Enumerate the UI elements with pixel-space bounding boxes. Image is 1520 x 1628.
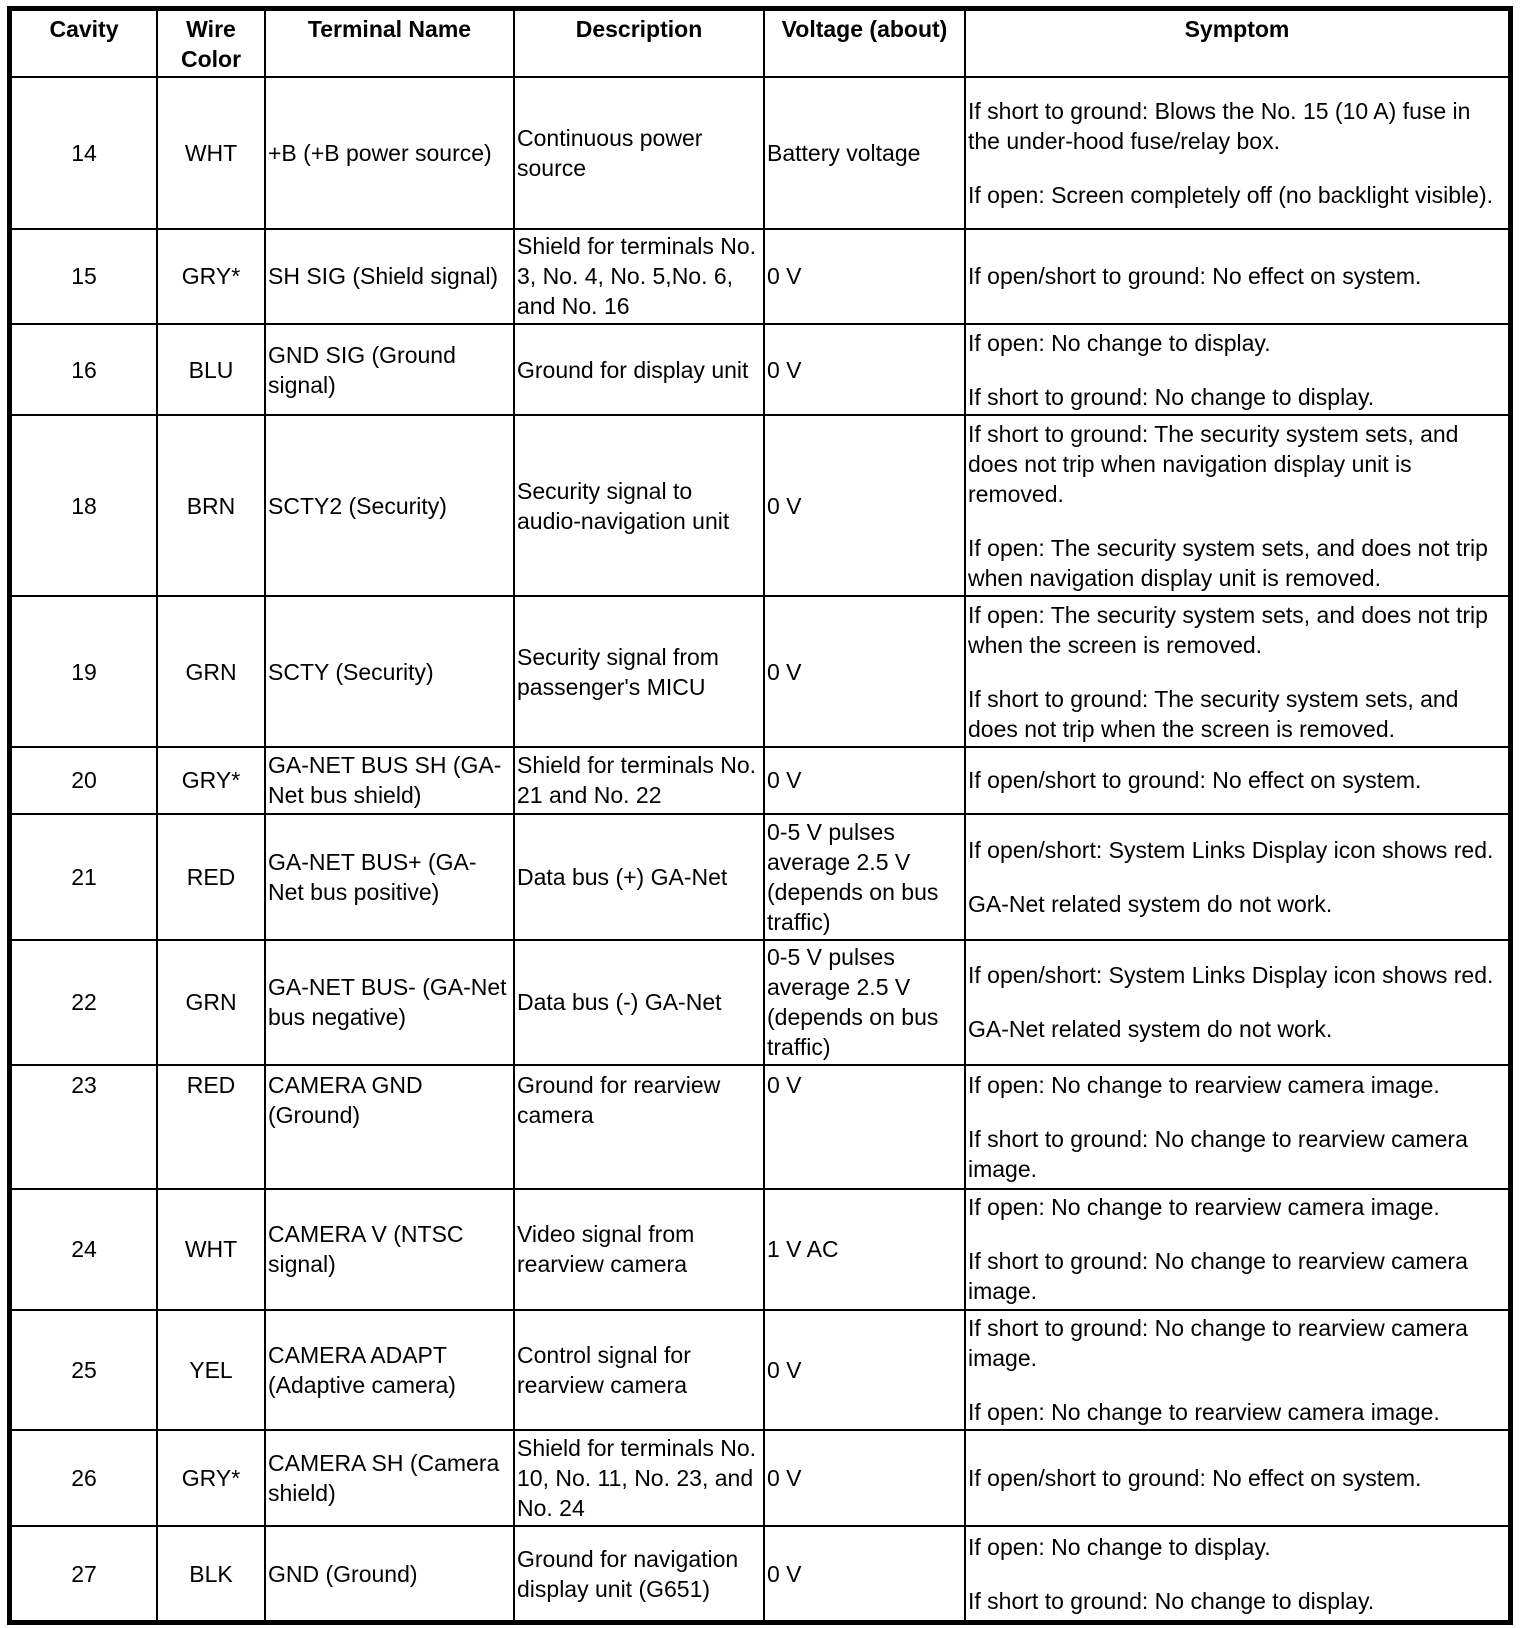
symptom-text: If short to ground: Blows the No. 15 (10 A) fuse in the under-hood fuse/relay box.: [968, 97, 1471, 154]
voltage-cell: 0 V: [764, 1310, 965, 1431]
voltage-cell: 0 V: [764, 596, 965, 746]
symptom-text: If open: Screen completely off (no backlight visible).: [968, 181, 1494, 208]
table-body: [11, 77, 1509, 1621]
terminal-name-cell: SCTY (Security): [265, 596, 514, 746]
voltage-cell: 0 V: [764, 1526, 965, 1621]
description-cell: Continuous power source: [514, 77, 764, 229]
symptom-cell: [965, 1065, 1509, 1189]
symptom-cell: [965, 1189, 1509, 1310]
symptom-text: If short to ground: No change to rearview camera image.: [968, 1314, 1468, 1371]
voltage-cell: Battery voltage: [764, 77, 965, 229]
symptom-text: If open/short: System Links Display icon shows red.: [968, 962, 1494, 989]
table-row: [11, 77, 1509, 229]
cavity-cell: 21: [11, 814, 157, 940]
symptom-text: If open: No change to rearview camera image.: [968, 1398, 1440, 1425]
terminal-name-cell: GND (Ground): [265, 1526, 514, 1621]
symptom-cell: [965, 77, 1509, 229]
wire-color-cell: GRN: [157, 940, 265, 1066]
symptom-cell: [965, 940, 1509, 1066]
symptom-text: If short to ground: No change to display.: [968, 383, 1375, 410]
terminal-name-cell: SH SIG (Shield signal): [265, 229, 514, 325]
table-row: [11, 415, 1509, 596]
symptom-cell: [965, 229, 1509, 325]
description-cell: Ground for display unit: [514, 324, 764, 415]
terminal-name-cell: CAMERA GND (Ground): [265, 1065, 514, 1189]
terminal-name-cell: GND SIG (Ground signal): [265, 324, 514, 415]
cavity-cell: 14: [11, 77, 157, 229]
terminal-name-cell: GA-NET BUS+ (GA-Net bus positive): [265, 814, 514, 940]
symptom-cell: [965, 1310, 1509, 1431]
symptom-text: If short to ground: The security system sets, and does not trip when the screen is removed.: [968, 685, 1459, 742]
symptom-cell: [965, 747, 1509, 814]
voltage-cell: 0 V: [764, 1430, 965, 1526]
symptom-cell: [965, 596, 1509, 746]
symptom-cell: [965, 415, 1509, 596]
header-symptom: Symptom: [965, 10, 1509, 77]
symptom-text: If open: No change to rearview camera image.: [968, 1072, 1440, 1099]
wire-color-cell: BLU: [157, 324, 265, 415]
symptom-text: If short to ground: No change to rearview camera image.: [968, 1248, 1468, 1305]
cavity-cell: 15: [11, 229, 157, 325]
description-cell: Data bus (+) GA-Net: [514, 814, 764, 940]
terminal-table: [10, 9, 1510, 1622]
cavity-cell: 25: [11, 1310, 157, 1431]
cavity-cell: 27: [11, 1526, 157, 1621]
table-row: [11, 324, 1509, 415]
symptom-text: If open: The security system sets, and does not trip when navigation display unit is removed.: [968, 534, 1488, 591]
wire-color-cell: GRY*: [157, 747, 265, 814]
terminal-name-cell: GA-NET BUS SH (GA-Net bus shield): [265, 747, 514, 814]
header-description: Description: [514, 10, 764, 77]
terminal-name-cell: GA-NET BUS- (GA-Net bus negative): [265, 940, 514, 1066]
table-row: [11, 1065, 1509, 1189]
description-cell: Video signal from rearview camera: [514, 1189, 764, 1310]
cavity-cell: 24: [11, 1189, 157, 1310]
description-cell: Shield for terminals No. 3, No. 4, No. 5,No. 6, and No. 16: [514, 229, 764, 325]
description-cell: Ground for rearview camera: [514, 1065, 764, 1189]
header-row: [11, 10, 1509, 77]
cavity-cell: 16: [11, 324, 157, 415]
table-row: [11, 229, 1509, 325]
wire-color-cell: BLK: [157, 1526, 265, 1621]
symptom-text: If short to ground: No change to rearview camera image.: [968, 1126, 1468, 1183]
symptom-cell: [965, 1526, 1509, 1621]
table-row: [11, 1526, 1509, 1621]
wire-color-cell: WHT: [157, 77, 265, 229]
table-row: [11, 814, 1509, 940]
terminal-name-cell: SCTY2 (Security): [265, 415, 514, 596]
symptom-text: If short to ground: No change to display.: [968, 1587, 1375, 1614]
symptom-text: If open: No change to display.: [968, 1533, 1271, 1560]
symptom-text: GA-Net related system do not work.: [968, 890, 1333, 917]
voltage-cell: 0 V: [764, 747, 965, 814]
symptom-text: GA-Net related system do not work.: [968, 1016, 1333, 1043]
wire-color-cell: GRN: [157, 596, 265, 746]
table-row: [11, 1189, 1509, 1310]
voltage-cell: 0-5 V pulses average 2.5 V (depends on bus traffic): [764, 814, 965, 940]
connector-terminal-table: [7, 6, 1513, 1625]
wire-color-cell: GRY*: [157, 1430, 265, 1526]
voltage-cell: 0 V: [764, 324, 965, 415]
header-wire-color: Wire Color: [157, 10, 265, 77]
symptom-text: If open: No change to display.: [968, 329, 1271, 356]
voltage-cell: 0 V: [764, 415, 965, 596]
voltage-cell: 0 V: [764, 229, 965, 325]
symptom-text: If open: The security system sets, and does not trip when the screen is removed.: [968, 601, 1488, 658]
terminal-name-cell: CAMERA V (NTSC signal): [265, 1189, 514, 1310]
cavity-cell: 19: [11, 596, 157, 746]
cavity-cell: 20: [11, 747, 157, 814]
table-row: [11, 1310, 1509, 1431]
wire-color-cell: WHT: [157, 1189, 265, 1310]
header-cavity: Cavity: [11, 10, 157, 77]
symptom-text: If open/short: System Links Display icon shows red.: [968, 836, 1494, 863]
terminal-name-cell: +B (+B power source): [265, 77, 514, 229]
description-cell: Shield for terminals No. 10, No. 11, No. 23, and No. 24: [514, 1430, 764, 1526]
header-terminal-name: Terminal Name: [265, 10, 514, 77]
cavity-cell: 22: [11, 940, 157, 1066]
table-row: [11, 596, 1509, 746]
wire-color-cell: BRN: [157, 415, 265, 596]
symptom-cell: [965, 324, 1509, 415]
terminal-name-cell: CAMERA ADAPT (Adaptive camera): [265, 1310, 514, 1431]
wire-color-cell: GRY*: [157, 229, 265, 325]
symptom-text: If open/short to ground: No effect on system.: [968, 263, 1422, 290]
symptom-text: If open/short to ground: No effect on system.: [968, 767, 1422, 794]
cavity-cell: 23: [11, 1065, 157, 1189]
wire-color-cell: RED: [157, 1065, 265, 1189]
symptom-text: If short to ground: The security system sets, and does not trip when navigation display unit is removed.: [968, 420, 1459, 507]
table-row: [11, 1430, 1509, 1526]
description-cell: Security signal to audio-navigation unit: [514, 415, 764, 596]
table-row: [11, 940, 1509, 1066]
description-cell: Control signal for rearview camera: [514, 1310, 764, 1431]
description-cell: Data bus (-) GA-Net: [514, 940, 764, 1066]
terminal-name-cell: CAMERA SH (Camera shield): [265, 1430, 514, 1526]
description-cell: Security signal from passenger's MICU: [514, 596, 764, 746]
description-cell: Shield for terminals No. 21 and No. 22: [514, 747, 764, 814]
description-cell: Ground for navigation display unit (G651): [514, 1526, 764, 1621]
cavity-cell: 18: [11, 415, 157, 596]
symptom-text: If open/short to ground: No effect on system.: [968, 1465, 1422, 1492]
symptom-cell: [965, 814, 1509, 940]
cavity-cell: 26: [11, 1430, 157, 1526]
header-voltage: Voltage (about): [764, 10, 965, 77]
voltage-cell: 0 V: [764, 1065, 965, 1189]
wire-color-cell: YEL: [157, 1310, 265, 1431]
voltage-cell: 1 V AC: [764, 1189, 965, 1310]
symptom-text: If open: No change to rearview camera image.: [968, 1194, 1440, 1221]
voltage-cell: 0-5 V pulses average 2.5 V (depends on bus traffic): [764, 940, 965, 1066]
symptom-cell: [965, 1430, 1509, 1526]
table-row: [11, 747, 1509, 814]
wire-color-cell: RED: [157, 814, 265, 940]
